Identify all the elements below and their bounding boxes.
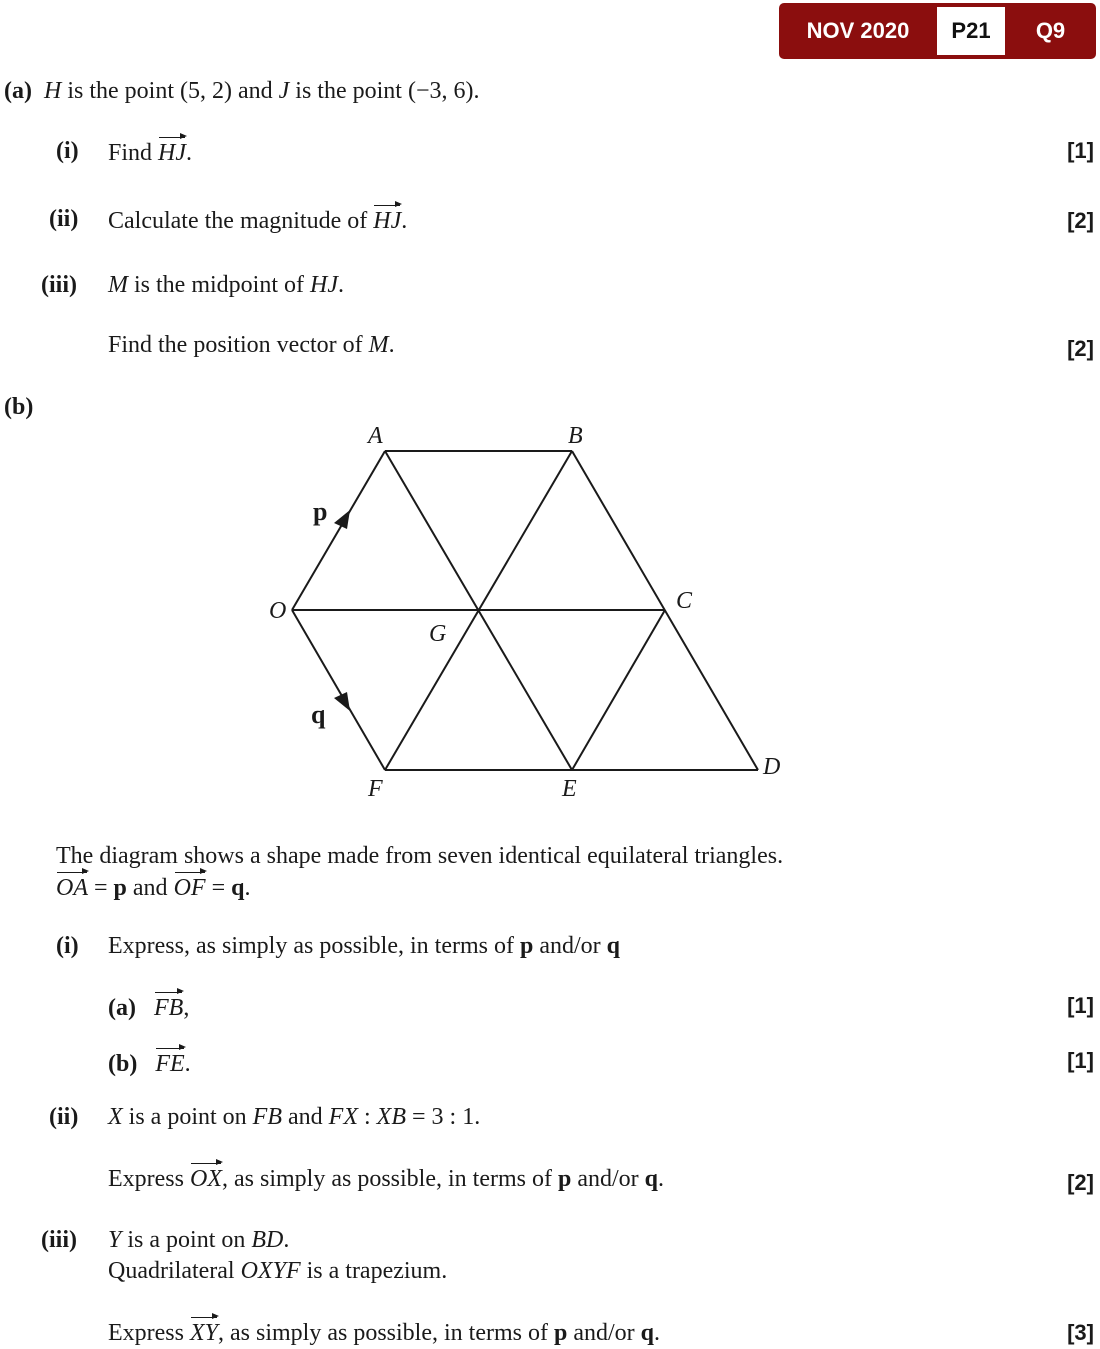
point-label-d: D <box>763 754 781 780</box>
vector-label-p: p <box>313 497 328 526</box>
text: = <box>205 875 232 901</box>
vector-p: p <box>113 875 127 901</box>
quadrilateral-oxyf: OXYF <box>240 1258 301 1284</box>
text: Express <box>108 1166 190 1192</box>
part-b-iii-line2 <box>108 1258 447 1285</box>
part-b-ii-line2 <box>108 1164 664 1193</box>
vector-hj: HJ <box>373 208 402 234</box>
point-label-b: B <box>568 423 583 449</box>
text: is a trapezium. <box>300 1258 448 1284</box>
point-label-a: A <box>368 423 383 449</box>
part-b-iii-line1 <box>108 1227 289 1254</box>
badge-question: Q9 <box>1035 18 1066 43</box>
vector-of: OF <box>173 875 206 901</box>
vector-definitions <box>56 873 250 902</box>
part-b-i-instruction <box>108 933 620 960</box>
punct: . <box>186 140 192 166</box>
vector-q: q <box>231 875 245 901</box>
part-a-label: (a) <box>4 78 32 104</box>
segment-fb: FB <box>252 1104 282 1130</box>
vector-fb: FB <box>153 995 184 1021</box>
badge-session: NOV 2020 <box>806 18 910 43</box>
line-oa <box>292 451 385 610</box>
punct: . <box>388 332 395 358</box>
text: , as simply as possible, in terms of <box>218 1320 554 1346</box>
text: is a point on <box>122 1104 253 1130</box>
point-m: M <box>368 332 389 358</box>
segment-fx: FX <box>328 1104 358 1130</box>
part-b-iii-label: (iii) <box>41 1227 77 1253</box>
punct: . <box>283 1227 290 1253</box>
text: : <box>357 1104 377 1130</box>
vector-p: p <box>519 933 534 959</box>
vector-p: p <box>557 1166 572 1192</box>
vector-q: q <box>644 1166 658 1192</box>
text: = <box>88 875 114 901</box>
vector-ox: OX <box>189 1166 222 1192</box>
marks-b-i-a: [1] <box>1067 993 1094 1018</box>
punct: , <box>183 995 190 1021</box>
punct: . <box>244 875 251 901</box>
text: is a point on <box>121 1227 252 1253</box>
marks-b-ii: [2] <box>1067 1170 1094 1195</box>
part-a-ii-label: (ii) <box>49 206 79 232</box>
intro-text-1: is the point (5, 2) and <box>61 78 279 104</box>
vector-p: p <box>553 1320 568 1346</box>
text: and/or <box>533 933 607 959</box>
badge-paper: P21 <box>937 7 1005 55</box>
text: = 3 : 1. <box>405 1104 481 1130</box>
diagram-description: The diagram shows a shape made from seven identical equilateral triangles. <box>56 843 784 869</box>
vector-fe: FE <box>155 1051 185 1077</box>
line-of <box>292 610 385 770</box>
part-b-i-b-label: (b) <box>108 1051 138 1077</box>
text: is the midpoint of <box>128 272 310 298</box>
marks-b-i-b: [1] <box>1067 1048 1094 1073</box>
part-b-label: (b) <box>4 394 34 420</box>
point-h: H <box>43 78 62 104</box>
part-b-ii-label: (ii) <box>49 1104 79 1130</box>
punct: . <box>654 1320 661 1346</box>
punct: . <box>658 1166 664 1192</box>
part-b-iii-line3 <box>108 1318 660 1347</box>
marks-a-i: [1] <box>1067 138 1094 163</box>
text: Quadrilateral <box>108 1258 241 1284</box>
point-j: J <box>278 78 290 104</box>
point-y: Y <box>108 1227 122 1253</box>
point-label-c: C <box>676 588 693 614</box>
point-m: M <box>108 272 128 298</box>
point-label-f: F <box>368 776 383 802</box>
part-b-ii-line1 <box>108 1104 480 1131</box>
punct: . <box>401 208 408 234</box>
punct: . <box>337 272 344 298</box>
vector-xy: XY <box>189 1320 218 1346</box>
segment-bd: BD <box>251 1227 284 1253</box>
punct: . <box>184 1051 191 1077</box>
part-a-i-text: Find <box>108 140 159 166</box>
text: Express, as simply as possible, in terms of <box>108 933 520 959</box>
vector-label-q: q <box>311 700 326 729</box>
point-label-o: O <box>269 598 287 624</box>
point-label-e: E <box>562 776 577 802</box>
point-x: X <box>108 1104 123 1130</box>
part-b-i-a-label: (a) <box>108 995 136 1021</box>
text: , as simply as possible, in terms of <box>221 1166 558 1192</box>
segment-xb: XB <box>376 1104 406 1130</box>
part-a-i-label: (i) <box>56 138 79 164</box>
line-ce <box>572 610 665 770</box>
part-b-i-label: (i) <box>56 933 79 959</box>
text: Find the position vector of <box>108 332 369 358</box>
intro-text-2: is the point (−3, 6). <box>289 78 480 104</box>
part-a-ii-text: Calculate the magnitude of <box>108 208 374 234</box>
vector-hj: HJ <box>158 140 186 166</box>
text: and/or <box>567 1320 641 1346</box>
marks-a-iii: [2] <box>1067 336 1094 361</box>
text: and <box>126 875 174 901</box>
segment-hj: HJ <box>310 272 338 298</box>
text: and <box>282 1104 329 1130</box>
part-b-i-b <box>108 1049 191 1078</box>
marks-b-iii: [3] <box>1067 1320 1094 1345</box>
text: and/or <box>571 1166 645 1192</box>
vector-q: q <box>606 933 620 959</box>
part-b-i-a <box>108 993 189 1022</box>
vector-q: q <box>640 1320 655 1346</box>
arrowhead-p <box>334 510 350 529</box>
point-label-g: G <box>429 621 447 647</box>
arrowhead-q <box>334 692 350 711</box>
text: Express <box>108 1320 190 1346</box>
marks-a-ii: [2] <box>1067 208 1094 233</box>
vector-oa: OA <box>56 875 88 901</box>
part-a-iii-label: (iii) <box>41 272 77 298</box>
